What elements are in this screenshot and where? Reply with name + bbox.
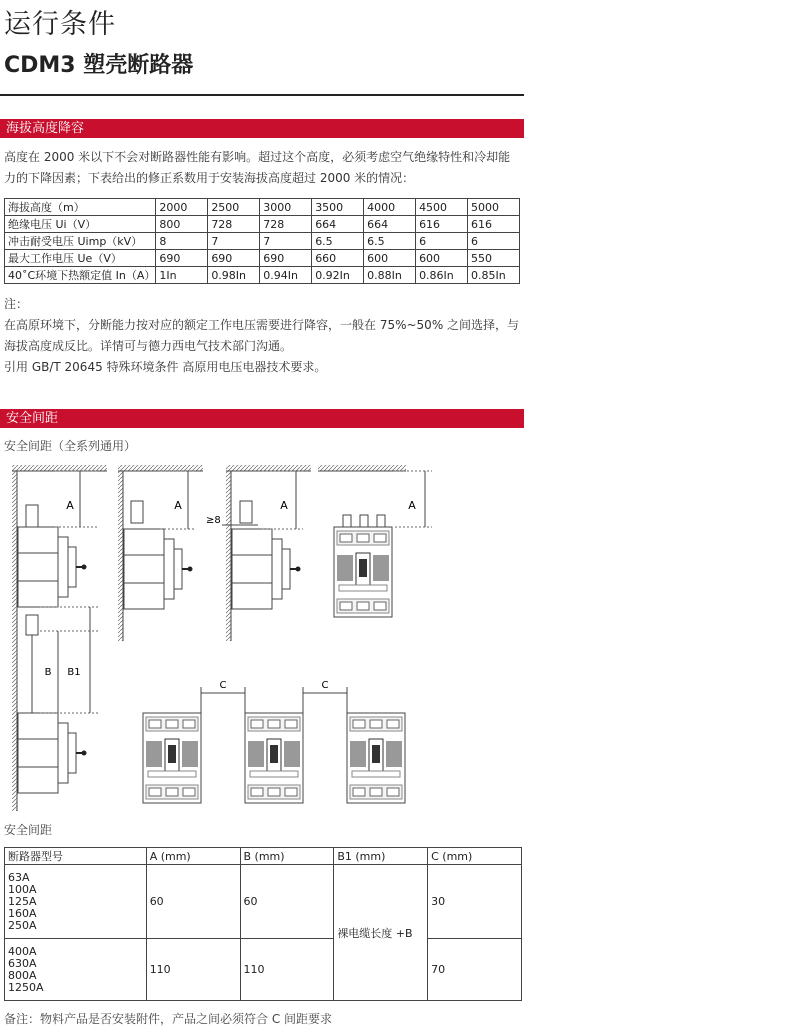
page-subtitle: CDM3 塑壳断路器	[4, 53, 194, 78]
altitude-row-label: 绝缘电压 Ui（V）	[5, 216, 156, 233]
altitude-cell: 664	[364, 216, 416, 233]
row2-b: 110	[240, 939, 334, 1001]
altitude-cell: 690	[156, 250, 208, 267]
altitude-intro	[4, 147, 524, 189]
model-100a: 100A	[8, 882, 37, 896]
dim-a-label-4: A	[408, 499, 416, 512]
altitude-cell: 690	[260, 250, 312, 267]
table-row	[5, 267, 520, 284]
altitude-cell: 3500	[312, 199, 364, 216]
table-row	[5, 216, 520, 233]
altitude-table	[4, 198, 520, 284]
dim-b-label: B	[44, 667, 52, 678]
altitude-intro-line2: 力的下降因素；下表给出的修正系数用于安装海拔高度超过 2000 米的情况：	[4, 171, 415, 185]
diagram-side-view-2	[118, 465, 203, 641]
col-model: 断路器型号	[5, 848, 147, 865]
row1-b: 60	[240, 865, 334, 939]
altitude-cell: 600	[364, 250, 416, 267]
row1-c: 30	[428, 865, 522, 939]
altitude-cell: 728	[260, 216, 312, 233]
altitude-cell: 0.85In	[468, 267, 520, 284]
diagram-front-view-top	[318, 465, 432, 617]
altitude-cell: 0.92In	[312, 267, 364, 284]
altitude-cell: 800	[156, 216, 208, 233]
altitude-row-label: 最大工作电压 Ue（V）	[5, 250, 156, 267]
altitude-row-label: 冲击耐受电压 Uimp（kV）	[5, 233, 156, 250]
altitude-cell: 616	[416, 216, 468, 233]
altitude-cell: 4000	[364, 199, 416, 216]
altitude-cell: 6.5	[364, 233, 416, 250]
altitude-cell: 690	[208, 250, 260, 267]
altitude-row-label: 40˚C环境下热额定值 In（A）	[5, 267, 156, 284]
table-row	[5, 199, 520, 216]
model-630a: 630A	[8, 956, 37, 970]
col-a: A (mm)	[146, 848, 240, 865]
model-800a: 800A	[8, 968, 37, 982]
altitude-cell: 728	[208, 216, 260, 233]
altitude-intro-line1: 高度在 2000 米以下不会对断路器性能有影响。超过这个高度，必须考虑空气绝缘特性和冷却能	[4, 150, 511, 164]
row1-a: 60	[146, 865, 240, 939]
safety-table-label: 安全间距	[4, 823, 53, 837]
col-b1: B1 (mm)	[334, 848, 428, 865]
altitude-cell: 2500	[208, 199, 260, 216]
altitude-cell: 7	[208, 233, 260, 250]
col-b: B (mm)	[240, 848, 334, 865]
altitude-cell: 8	[156, 233, 208, 250]
col-c: C (mm)	[428, 848, 522, 865]
safety-subtitle: 安全间距（全系列通用）	[4, 439, 137, 453]
altitude-cell: 550	[468, 250, 520, 267]
footnote: 备注：物料产品是否安装附件，产品之间必须符合 C 间距要求	[4, 1012, 333, 1026]
diagram-front-row	[143, 687, 405, 803]
table-row	[5, 233, 520, 250]
altitude-cell: 664	[312, 216, 364, 233]
diagram-side-view-3	[222, 465, 311, 641]
model-400a: 400A	[8, 944, 37, 958]
altitude-cell: 0.94In	[260, 267, 312, 284]
model-250a: 250A	[8, 918, 37, 932]
row2-c: 70	[428, 939, 522, 1001]
model-63a: 63A	[8, 870, 30, 884]
altitude-row-label: 海拔高度（m）	[5, 199, 156, 216]
header-divider	[0, 94, 524, 96]
row1-models	[5, 865, 147, 939]
dim-c-label-2: C	[321, 680, 329, 691]
altitude-cell: 6	[468, 233, 520, 250]
altitude-cell: 6	[416, 233, 468, 250]
altitude-cell: 660	[312, 250, 364, 267]
note-line1: 在高原环境下，分断能力按对应的额定工作电压需要进行降容，一般在 75%~50% 之间选择，与	[4, 318, 520, 332]
note-line2: 海拔高度成反比。详情可与德力西电气技术部门沟通。	[4, 339, 293, 353]
altitude-cell: 4500	[416, 199, 468, 216]
altitude-cell: 600	[416, 250, 468, 267]
diagram-side-view-1	[12, 465, 107, 811]
altitude-cell: 3000	[260, 199, 312, 216]
dim-a-label-3: A	[280, 499, 288, 512]
section-bar-safety: 安全间距	[0, 409, 524, 428]
safety-distance-diagram	[0, 455, 524, 815]
dim-b1-label: B1	[67, 667, 81, 678]
dim-8-label: ≥8	[206, 515, 221, 526]
altitude-cell: 0.86In	[416, 267, 468, 284]
altitude-cell: 6.5	[312, 233, 364, 250]
altitude-cell: 616	[468, 216, 520, 233]
table-row	[5, 250, 520, 267]
altitude-cell: 0.98In	[208, 267, 260, 284]
row2-models	[5, 939, 147, 1001]
altitude-cell: 1In	[156, 267, 208, 284]
table-row	[5, 865, 522, 939]
dim-c-label-1: C	[219, 680, 227, 691]
model-160a: 160A	[8, 906, 37, 920]
section-bar-altitude: 海拔高度降容	[0, 119, 524, 138]
altitude-cell: 5000	[468, 199, 520, 216]
note-label: 注：	[4, 297, 29, 311]
page-title: 运行条件	[4, 9, 116, 40]
model-1250a: 1250A	[8, 980, 44, 994]
altitude-cell: 2000	[156, 199, 208, 216]
note-line3: 引用 GB/T 20645 特殊环境条件 高原用电压电器技术要求。	[4, 360, 327, 374]
model-125a: 125A	[8, 894, 37, 908]
table-row	[5, 939, 522, 1001]
dim-a-label-1: A	[66, 499, 74, 512]
altitude-notes	[4, 294, 524, 378]
altitude-cell: 0.88In	[364, 267, 416, 284]
safety-table-header	[5, 848, 522, 865]
safety-table	[4, 847, 522, 1001]
b1-value: 裸电缆长度 +B	[334, 865, 428, 1001]
altitude-cell: 7	[260, 233, 312, 250]
dim-a-label-2: A	[174, 499, 182, 512]
row2-a: 110	[146, 939, 240, 1001]
